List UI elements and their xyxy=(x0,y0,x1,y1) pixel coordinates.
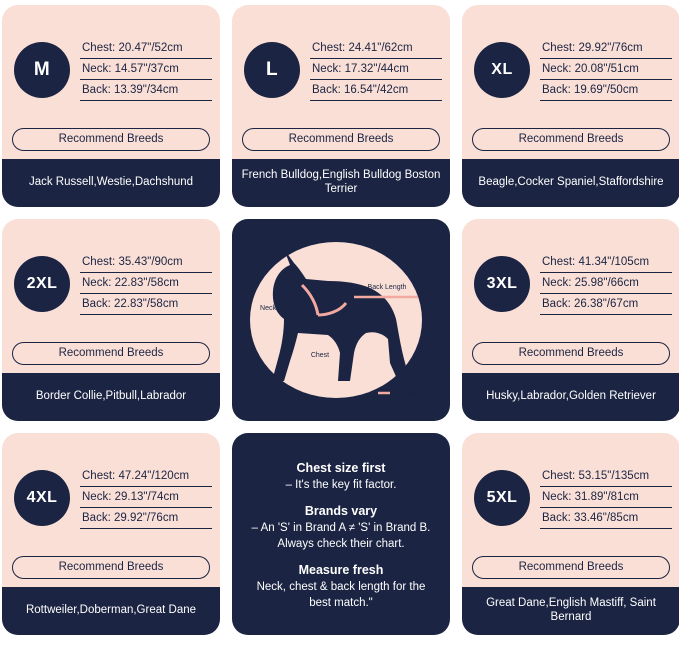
measure-back-value: 16.54"/42cm xyxy=(343,83,409,96)
tip-3-heading: Measure fresh xyxy=(298,563,384,578)
measure-neck-label: Neck: xyxy=(82,276,112,289)
measure-back-label: Back: xyxy=(312,83,341,96)
neck-label: Neck xyxy=(260,305,276,312)
measure-back-label: Back: xyxy=(82,297,111,310)
dog-diagram-svg xyxy=(232,219,450,421)
back-length-label: Back Length xyxy=(367,284,407,291)
measure-chest xyxy=(540,39,672,59)
size-card-m xyxy=(2,5,220,207)
card-top xyxy=(462,5,679,128)
breeds-list: Rottweiler,Doberman,Great Dane xyxy=(2,587,220,635)
measurement-list xyxy=(530,253,672,315)
size-badge: M xyxy=(14,42,70,98)
measure-neck-label: Neck: xyxy=(542,490,572,503)
size-card-5xl xyxy=(462,433,679,635)
size-badge: 3XL xyxy=(474,256,530,312)
measure-chest xyxy=(540,467,672,487)
measure-neck xyxy=(540,488,672,508)
tip-2-body: – An 'S' in Brand A ≠ 'S' in Brand B. Always check their chart. xyxy=(251,522,431,550)
recommend-breeds-button[interactable]: Recommend Breeds xyxy=(472,128,670,151)
measurement-list xyxy=(530,39,672,101)
card-top xyxy=(462,433,679,556)
measure-back xyxy=(540,295,672,315)
recommend-breeds-button[interactable]: Recommend Breeds xyxy=(472,556,670,579)
size-card-3xl xyxy=(462,219,679,421)
measure-neck-value: 29.13"/74cm xyxy=(114,490,179,503)
measurement-list xyxy=(70,253,212,315)
card-top xyxy=(2,5,220,128)
measure-chest-label: Chest: xyxy=(312,41,346,54)
recommend-breeds-button[interactable]: Recommend Breeds xyxy=(12,342,210,365)
dog-measurement-diagram xyxy=(232,219,450,421)
measure-here-label: Measure Here xyxy=(394,391,439,398)
card-top xyxy=(2,219,220,342)
measure-neck xyxy=(310,60,442,80)
measure-back-value: 22.83"/58cm xyxy=(113,297,179,310)
measure-neck xyxy=(540,274,672,294)
measurement-list xyxy=(70,467,212,529)
size-card-2xl xyxy=(2,219,220,421)
measure-neck-label: Neck: xyxy=(542,276,572,289)
measure-chest-label: Chest: xyxy=(82,255,116,268)
recommend-breeds-button[interactable]: Recommend Breeds xyxy=(12,128,210,151)
card-top xyxy=(232,5,450,128)
measure-back xyxy=(80,81,212,101)
measure-chest xyxy=(80,253,212,273)
breeds-list: Great Dane,English Mastiff, Saint Bernard xyxy=(462,587,679,635)
measure-neck xyxy=(80,274,212,294)
measure-back-label: Back: xyxy=(542,83,571,96)
measure-chest-label: Chest: xyxy=(542,41,576,54)
size-card-l xyxy=(232,5,450,207)
measure-neck-value: 22.83"/58cm xyxy=(114,276,179,289)
measure-chest-value: 20.47"/52cm xyxy=(118,41,183,54)
recommend-wrap xyxy=(2,556,220,587)
tip-1-heading: Chest size first xyxy=(296,460,386,475)
recommend-wrap xyxy=(2,128,220,159)
recommend-wrap xyxy=(462,556,679,587)
measure-back xyxy=(540,509,672,529)
measurement-list xyxy=(300,39,442,101)
size-badge: 5XL xyxy=(474,470,530,526)
measure-back xyxy=(80,295,212,315)
measure-neck-value: 25.98"/66cm xyxy=(574,276,639,289)
measure-back xyxy=(310,81,442,101)
measure-back-value: 26.38"/67cm xyxy=(573,297,639,310)
size-badge: 4XL xyxy=(14,470,70,526)
measure-chest-value: 41.34"/105cm xyxy=(578,255,650,268)
measure-neck-value: 17.32"/44cm xyxy=(344,62,409,75)
breeds-list: French Bulldog,English Bulldog Boston Terrier xyxy=(232,159,450,207)
measure-chest-value: 24.41"/62cm xyxy=(348,41,413,54)
measure-chest xyxy=(310,39,442,59)
tip-3-body: Neck, chest & back length for the best match." xyxy=(256,581,426,609)
recommend-wrap xyxy=(232,128,450,159)
measure-back-label: Back: xyxy=(542,297,571,310)
measure-back-value: 29.92"/76cm xyxy=(113,511,179,524)
measure-back xyxy=(540,81,672,101)
card-top xyxy=(462,219,679,342)
size-card-xl xyxy=(462,5,679,207)
measure-neck-label: Neck: xyxy=(312,62,342,75)
measure-neck-label: Neck: xyxy=(82,62,112,75)
size-card-4xl xyxy=(2,433,220,635)
measure-back-label: Back: xyxy=(542,511,571,524)
measure-neck-label: Neck: xyxy=(542,62,572,75)
tip-1-body: – It's the key fit factor. xyxy=(285,478,397,491)
measure-back xyxy=(80,509,212,529)
measure-chest xyxy=(80,467,212,487)
measure-chest-value: 35.43"/90cm xyxy=(118,255,183,268)
measure-neck-value: 20.08"/51cm xyxy=(574,62,639,75)
size-badge: XL xyxy=(474,42,530,98)
measure-neck-label: Neck: xyxy=(82,490,112,503)
measure-back-value: 13.39"/34cm xyxy=(113,83,179,96)
breeds-list: Jack Russell,Westie,Dachshund xyxy=(2,159,220,207)
measure-back-label: Back: xyxy=(82,83,111,96)
measure-neck xyxy=(80,488,212,508)
measure-chest-value: 29.92"/76cm xyxy=(578,41,643,54)
measure-chest-label: Chest: xyxy=(542,469,576,482)
measure-chest-value: 53.15"/135cm xyxy=(578,469,650,482)
measure-chest-label: Chest: xyxy=(82,469,116,482)
recommend-breeds-button[interactable]: Recommend Breeds xyxy=(12,556,210,579)
size-badge: 2XL xyxy=(14,256,70,312)
measure-chest xyxy=(80,39,212,59)
measure-chest-label: Chest: xyxy=(542,255,576,268)
measure-neck-value: 31.89"/81cm xyxy=(574,490,639,503)
breeds-list: Beagle,Cocker Spaniel,Staffordshire xyxy=(462,159,679,207)
measure-back-value: 33.46"/85cm xyxy=(573,511,639,524)
card-top xyxy=(2,433,220,556)
measure-neck xyxy=(540,60,672,80)
recommend-wrap xyxy=(462,342,679,373)
measure-back-value: 19.69"/50cm xyxy=(573,83,639,96)
measurement-list xyxy=(530,467,672,529)
size-badge: L xyxy=(244,42,300,98)
recommend-wrap xyxy=(462,128,679,159)
measure-neck xyxy=(80,60,212,80)
recommend-breeds-button[interactable]: Recommend Breeds xyxy=(242,128,440,151)
fit-tips-card xyxy=(232,433,450,635)
breeds-list: Border Collie,Pitbull,Labrador xyxy=(2,373,220,421)
recommend-breeds-button[interactable]: Recommend Breeds xyxy=(472,342,670,365)
measure-chest xyxy=(540,253,672,273)
measurement-list xyxy=(70,39,212,101)
measure-back-label: Back: xyxy=(82,511,111,524)
chest-label: Chest xyxy=(310,352,330,359)
tip-2-heading: Brands vary xyxy=(304,504,378,519)
breeds-list: Husky,Labrador,Golden Retriever xyxy=(462,373,679,421)
recommend-wrap xyxy=(2,342,220,373)
measure-chest-label: Chest: xyxy=(82,41,116,54)
measure-neck-value: 14.57"/37cm xyxy=(114,62,179,75)
measure-chest-value: 47.24"/120cm xyxy=(118,469,190,482)
